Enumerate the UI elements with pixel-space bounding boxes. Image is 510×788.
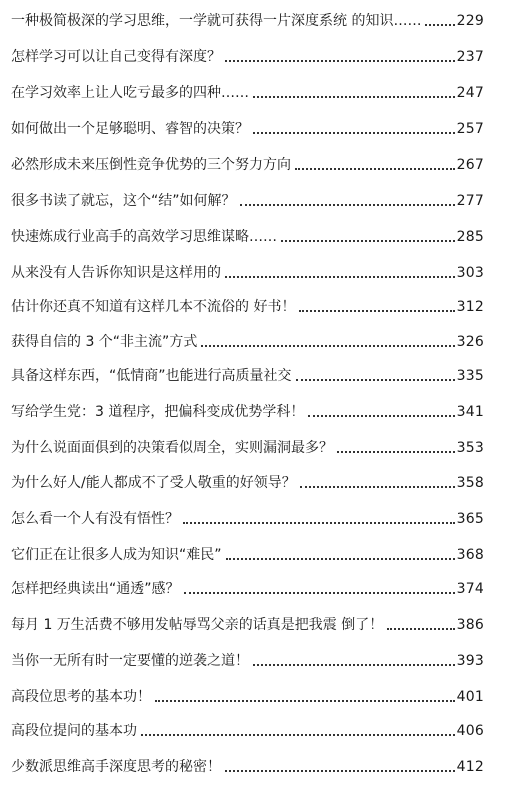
toc-entry-title: 估计你还真不知道有这样几本不流俗的 好书！ xyxy=(11,299,296,315)
toc-entry[interactable] xyxy=(11,502,484,528)
toc-entry-title: 它们正在让很多人成为知识“难民” xyxy=(11,547,222,563)
toc-entry-title: 具备这样东西，“低情商”也能进行高质量社交 xyxy=(11,368,292,384)
toc-entry-page: 412 xyxy=(456,759,484,775)
toc-entry[interactable] xyxy=(11,184,484,210)
dot-leader xyxy=(337,451,455,453)
toc-entry[interactable] xyxy=(11,112,484,138)
toc-entry-title: 如何做出一个足够聪明、睿智的决策？ xyxy=(11,121,249,137)
toc-entry-title: 一种极简极深的学习思维，一学就可获得一片深度系统 的知识…… xyxy=(11,13,422,29)
dot-leader xyxy=(155,700,455,702)
dot-leader xyxy=(253,96,455,98)
toc-entry-title: 高段位思考的基本功！ xyxy=(11,689,151,705)
toc-entry-title: 获得自信的 3 个“非主流”方式 xyxy=(11,334,198,350)
toc-entry-page: 326 xyxy=(456,334,484,350)
toc-entry-page: 237 xyxy=(456,49,484,65)
toc-entry-page: 312 xyxy=(456,299,484,315)
toc-entry-title: 很多书读了就忘，这个“结”如何解？ xyxy=(11,193,236,209)
toc-entry-page: 401 xyxy=(456,689,484,705)
toc-entry[interactable] xyxy=(11,750,484,776)
toc-entry-page: 358 xyxy=(456,475,484,491)
toc-entry-page: 368 xyxy=(456,547,484,563)
toc-entry-title: 快速炼成行业高手的高效学习思维谋略…… xyxy=(11,229,277,245)
dot-leader xyxy=(387,628,454,630)
toc-entry[interactable] xyxy=(11,538,484,564)
toc-entry[interactable] xyxy=(11,325,484,351)
dot-leader xyxy=(201,345,454,347)
dot-leader xyxy=(295,168,455,170)
toc-entry-page: 303 xyxy=(456,265,484,281)
toc-entry-page: 374 xyxy=(456,581,484,597)
toc-entry[interactable] xyxy=(11,466,484,492)
toc-entry[interactable] xyxy=(11,395,484,421)
dot-leader xyxy=(253,664,455,666)
toc-entry-title: 在学习效率上让人吃亏最多的四种…… xyxy=(11,85,249,101)
toc-entry-page: 393 xyxy=(456,653,484,669)
toc-entry-page: 267 xyxy=(456,157,484,173)
toc-entry-page: 335 xyxy=(456,368,484,384)
toc-entry-page: 341 xyxy=(456,404,484,420)
dot-leader xyxy=(225,60,455,62)
toc-entry-page: 229 xyxy=(456,13,484,29)
toc-entry-page: 285 xyxy=(456,229,484,245)
dot-leader xyxy=(281,240,455,242)
dot-leader xyxy=(296,379,455,381)
toc-entry[interactable] xyxy=(11,256,484,282)
toc-entry[interactable] xyxy=(11,608,484,634)
toc-entry-page: 365 xyxy=(456,511,484,527)
dot-leader xyxy=(308,415,454,417)
toc-entry-title: 高段位提问的基本功 xyxy=(11,723,137,739)
dot-leader xyxy=(225,770,455,772)
toc-entry[interactable] xyxy=(11,714,484,740)
toc-entry[interactable] xyxy=(11,4,484,30)
toc-entry-title: 怎样学习可以让自己变得有深度？ xyxy=(11,49,221,65)
dot-leader xyxy=(253,132,455,134)
dot-leader xyxy=(425,24,454,26)
dot-leader xyxy=(240,204,455,206)
toc-entry-title: 每月 1 万生活费不够用发帖辱骂父亲的话真是把我震 倒了！ xyxy=(11,617,384,633)
toc-entry-title: 为什么好人/能人都成不了受人敬重的好领导？ xyxy=(11,475,296,491)
toc-entry-page: 386 xyxy=(456,617,484,633)
toc-entry-title: 写给学生党：3 道程序，把偏科变成优势学科！ xyxy=(11,404,305,420)
toc-entry-title: 从来没有人告诉你知识是这样用的 xyxy=(11,265,221,281)
dot-leader xyxy=(299,310,454,312)
toc-entry[interactable] xyxy=(11,76,484,102)
dot-leader xyxy=(225,276,455,278)
toc-entry[interactable] xyxy=(11,680,484,706)
dot-leader xyxy=(141,734,455,736)
toc-entry-title: 为什么说面面俱到的决策看似周全，实则漏洞最多？ xyxy=(11,440,333,456)
toc-entry[interactable] xyxy=(11,359,484,385)
toc-entry[interactable] xyxy=(11,220,484,246)
toc-entry-page: 257 xyxy=(456,121,484,137)
toc-entry[interactable] xyxy=(11,644,484,670)
toc-entry-page: 353 xyxy=(456,440,484,456)
toc-entry[interactable] xyxy=(11,572,484,598)
dot-leader xyxy=(184,592,455,594)
dot-leader xyxy=(226,558,455,560)
toc-entry[interactable] xyxy=(11,290,484,316)
toc-entry-title: 当你一无所有时一定要懂的逆袭之道！ xyxy=(11,653,249,669)
toc-entry[interactable] xyxy=(11,40,484,66)
toc-entry-page: 406 xyxy=(456,723,484,739)
dot-leader xyxy=(300,486,455,488)
toc-entry[interactable] xyxy=(11,148,484,174)
toc-entry-title: 怎样把经典读出“通透”感？ xyxy=(11,581,180,597)
toc-entry-title: 少数派思维高手深度思考的秘密！ xyxy=(11,759,221,775)
toc-entry-page: 277 xyxy=(456,193,484,209)
toc-entry-title: 必然形成未来压倒性竞争优势的三个努力方向 xyxy=(11,157,291,173)
toc-entry-title: 怎么看一个人有没有悟性？ xyxy=(11,511,179,527)
toc-entry[interactable] xyxy=(11,431,484,457)
toc-entry-page: 247 xyxy=(456,85,484,101)
dot-leader xyxy=(183,522,455,524)
